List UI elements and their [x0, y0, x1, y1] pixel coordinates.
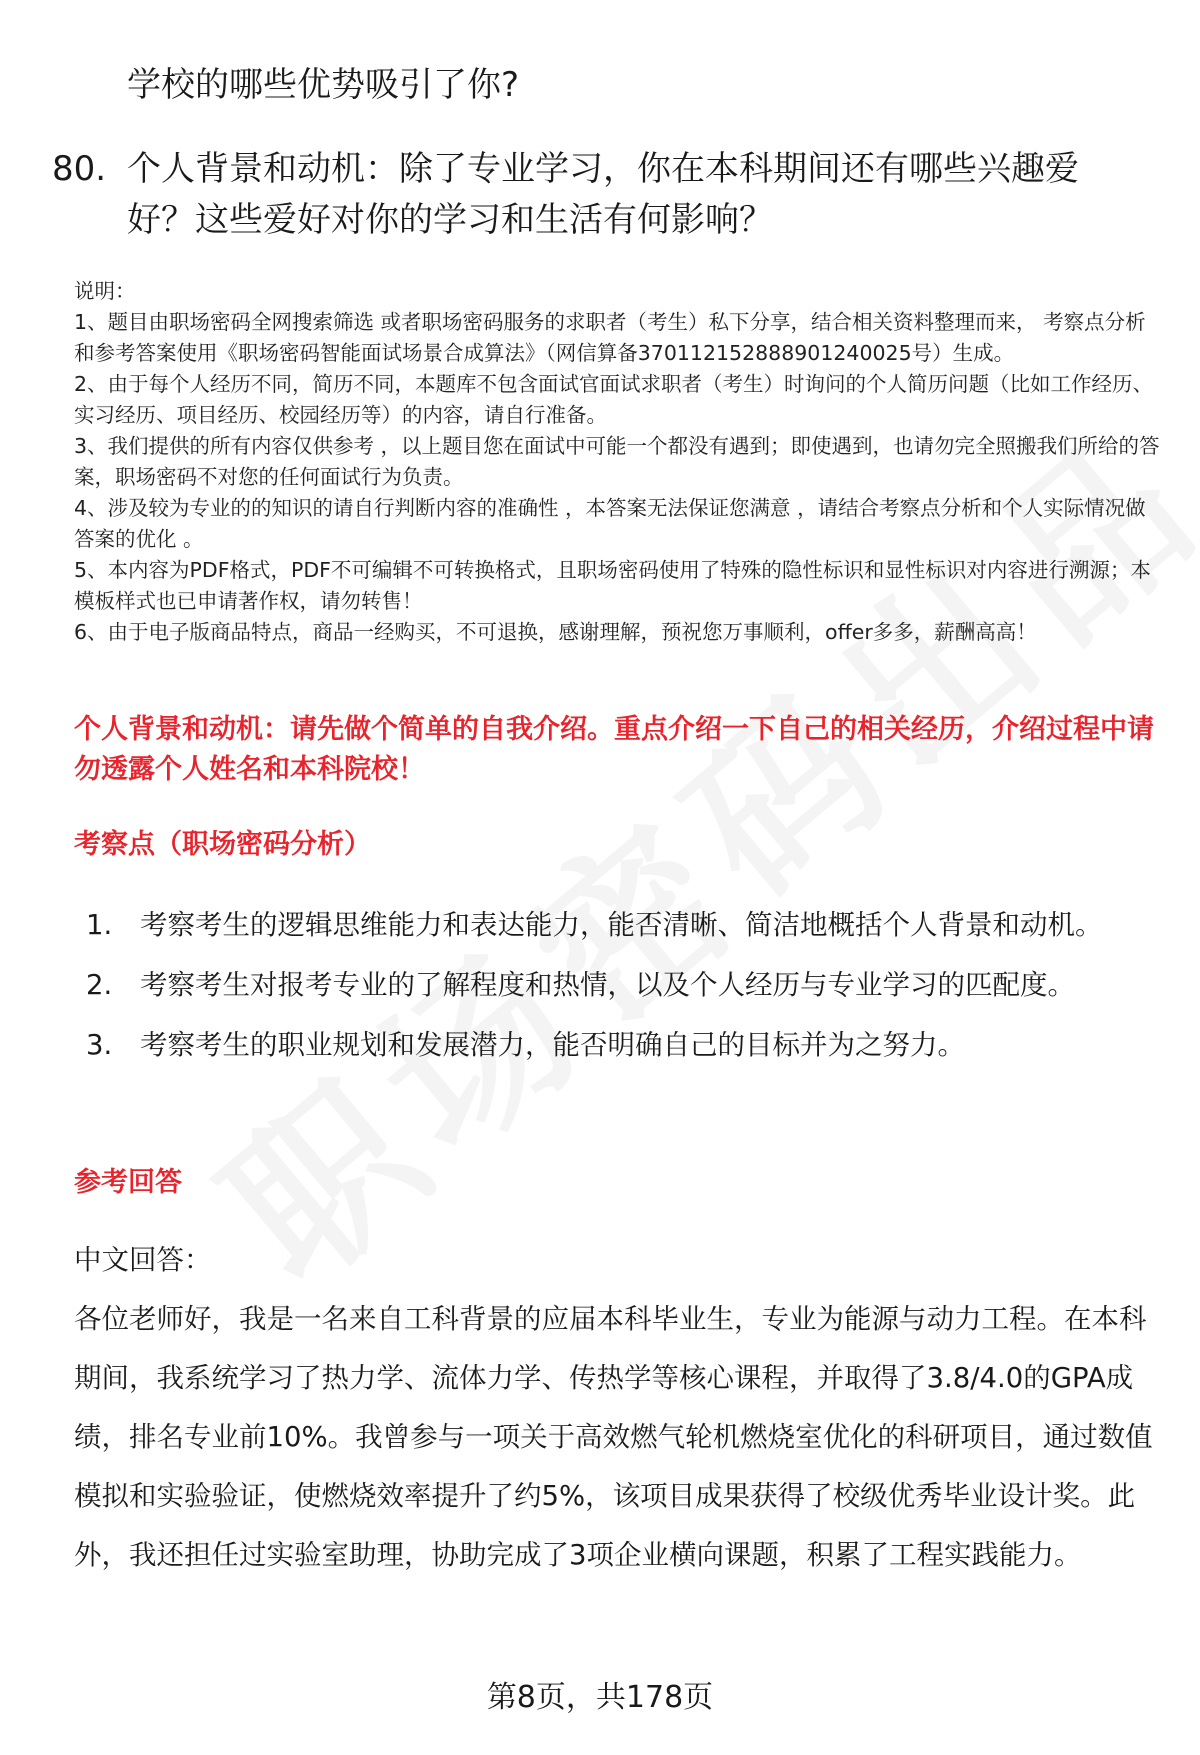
page-footer: 第8页，共178页: [486, 1680, 714, 1715]
analysis-point: [74, 895, 1164, 955]
note-item: 4、涉及较为专业的的知识的请自行判断内容的准确性 ，本答案无法保证您满意 ，请结合考察点分析和个人实际情况做答案的优化 。: [74, 496, 1146, 551]
point-text: 考察考生的职业规划和发展潜力，能否明确自己的目标并为之努力。: [140, 1029, 965, 1061]
question-80: [52, 144, 1152, 246]
note-item: 3、我们提供的所有内容仅供参考 ，以上题目您在面试中可能一个都没有遇到；即使遇到，也请勿完全照搬我们所给的答案，职场密码不对您的任何面试行为负责。: [74, 434, 1160, 489]
reference-heading: 参考回答: [74, 1167, 182, 1198]
note-item: 6、由于电子版商品特点，商品一经购买，不可退换，感谢理解，预祝您万事顺利，offer多多，薪酬高高！: [74, 620, 1037, 644]
notes-section: [74, 276, 1164, 648]
analysis-point: [74, 955, 1164, 1015]
question-number: 80.: [52, 149, 107, 189]
question-text: 个人背景和动机：除了专业学习，你在本科期间还有哪些兴趣爱好？这些爱好对你的学习和生活有何影响？: [127, 149, 1079, 240]
point-number: 1.: [86, 909, 113, 941]
reference-answer: [74, 1231, 1169, 1585]
current-question-title: 个人背景和动机：请先做个简单的自我介绍。重点介绍一下自己的相关经历，介绍过程中请勿透露个人姓名和本科院校！: [74, 714, 1154, 785]
analysis-points: [74, 895, 1164, 1075]
point-number: 3.: [86, 1029, 113, 1061]
analysis-point: [74, 1015, 1164, 1075]
answer-label: 中文回答：: [74, 1244, 212, 1276]
note-item: 2、由于每个人经历不同，简历不同，本题库不包含面试官面试求职者（考生）时询问的个人简历问题（比如工作经历、实习经历、项目经历、校园经历等）的内容，请自行准备。: [74, 372, 1154, 427]
note-item: 1、题目由职场密码全网搜索筛选 或者职场密码服务的求职者（考生）私下分享，结合相关资料整理而来， 考察点分析和参考答案使用《职场密码智能面试场景合成算法》（网信算备370112152888901240025号）生成。: [74, 310, 1146, 365]
answer-body: 各位老师好，我是一名来自工科背景的应届本科毕业生，专业为能源与动力工程。在本科期间，我系统学习了热力学、流体力学、传热学等核心课程，并取得了3.8/4.0的GPA成绩，排名专业前10%。我曾参与一项关于高效燃气轮机燃烧室优化的科研项目，通过数值模拟和实验验证，使燃烧效率提升了约5%，该项目成果获得了校级优秀毕业设计奖。此外，我还担任过实验室助理，协助完成了3项企业横向课题，积累了工程实践能力。: [74, 1303, 1153, 1571]
point-text: 考察考生的逻辑思维能力和表达能力，能否清晰、简洁地概括个人背景和动机。: [140, 909, 1103, 941]
point-number: 2.: [86, 969, 113, 1001]
point-text: 考察考生对报考专业的了解程度和热情，以及个人经历与专业学习的匹配度。: [140, 969, 1075, 1001]
notes-heading: 说明：: [74, 279, 136, 303]
question-continuation: 学校的哪些优势吸引了你?: [127, 65, 520, 105]
analysis-heading: 考察点（职场密码分析）: [74, 829, 371, 860]
note-item: 5、本内容为PDF格式，PDF不可编辑不可转换格式，且职场密码使用了特殊的隐性标识和显性标识对内容进行溯源；本模板样式也已申请著作权，请勿转售！: [74, 558, 1151, 613]
